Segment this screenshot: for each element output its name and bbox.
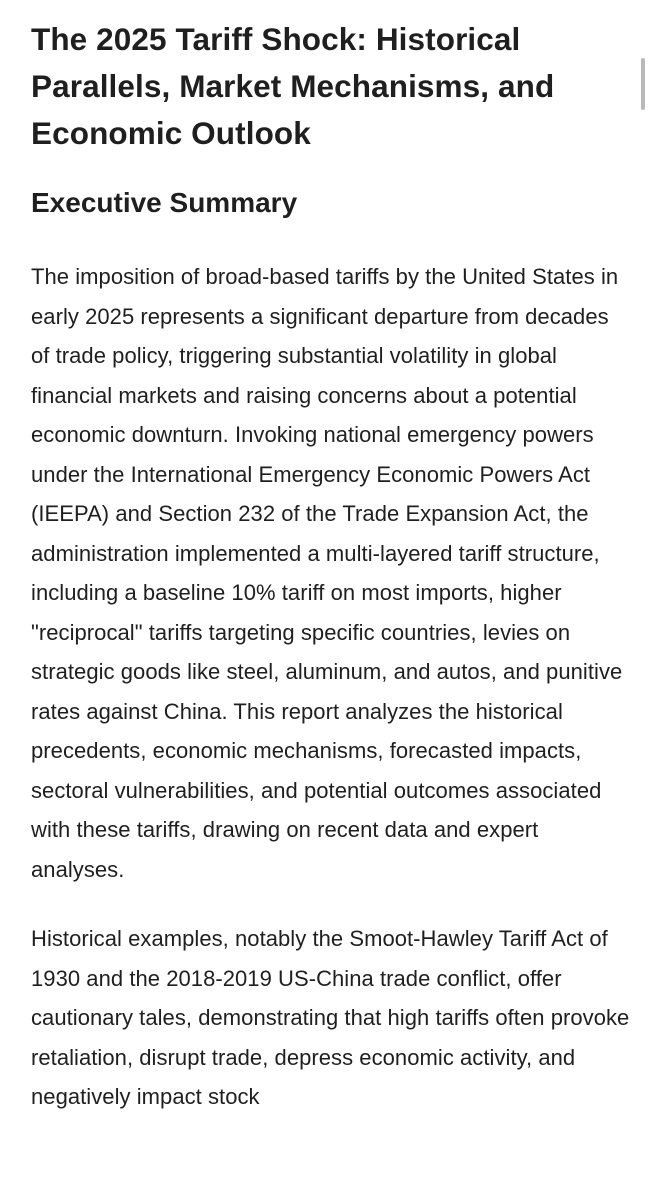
- document-title: The 2025 Tariff Shock: Historical Parallels, Market Mechanisms, and Economic Outlook: [31, 21, 555, 151]
- section-heading: Executive Summary: [31, 187, 298, 218]
- scrollbar-thumb[interactable]: [641, 58, 645, 110]
- paragraph: Historical examples, notably the Smoot-Hawley Tariff Act of 1930 and the 2018-2019 US-China trade conflict, offer cautionary tales, demonstrating that high tariffs often provoke retaliation, disrupt trade, depress economic activity, and negatively impact stock: [31, 926, 630, 1109]
- document-body: [31, 16, 631, 1117]
- paragraph: The imposition of broad-based tariffs by the United States in early 2025 represents a significant departure from decades of trade policy, triggering substantial volatility in global financial markets and raising concerns about a potential economic downturn. Invoking national emergency powers under the International Emergency Economic Powers Act (IEEPA) and Section 232 of the Trade Expansion Act, the administration implemented a multi-layered tariff structure, including a baseline 10% tariff on most imports, higher "reciprocal" tariffs targeting specific countries, levies on strategic goods like steel, aluminum, and autos, and punitive rates against China. This report analyzes the historical precedents, economic mechanisms, forecasted impacts, sectoral vulnerabilities, and potential outcomes associated with these tariffs, drawing on recent data and expert analyses.: [31, 264, 623, 882]
